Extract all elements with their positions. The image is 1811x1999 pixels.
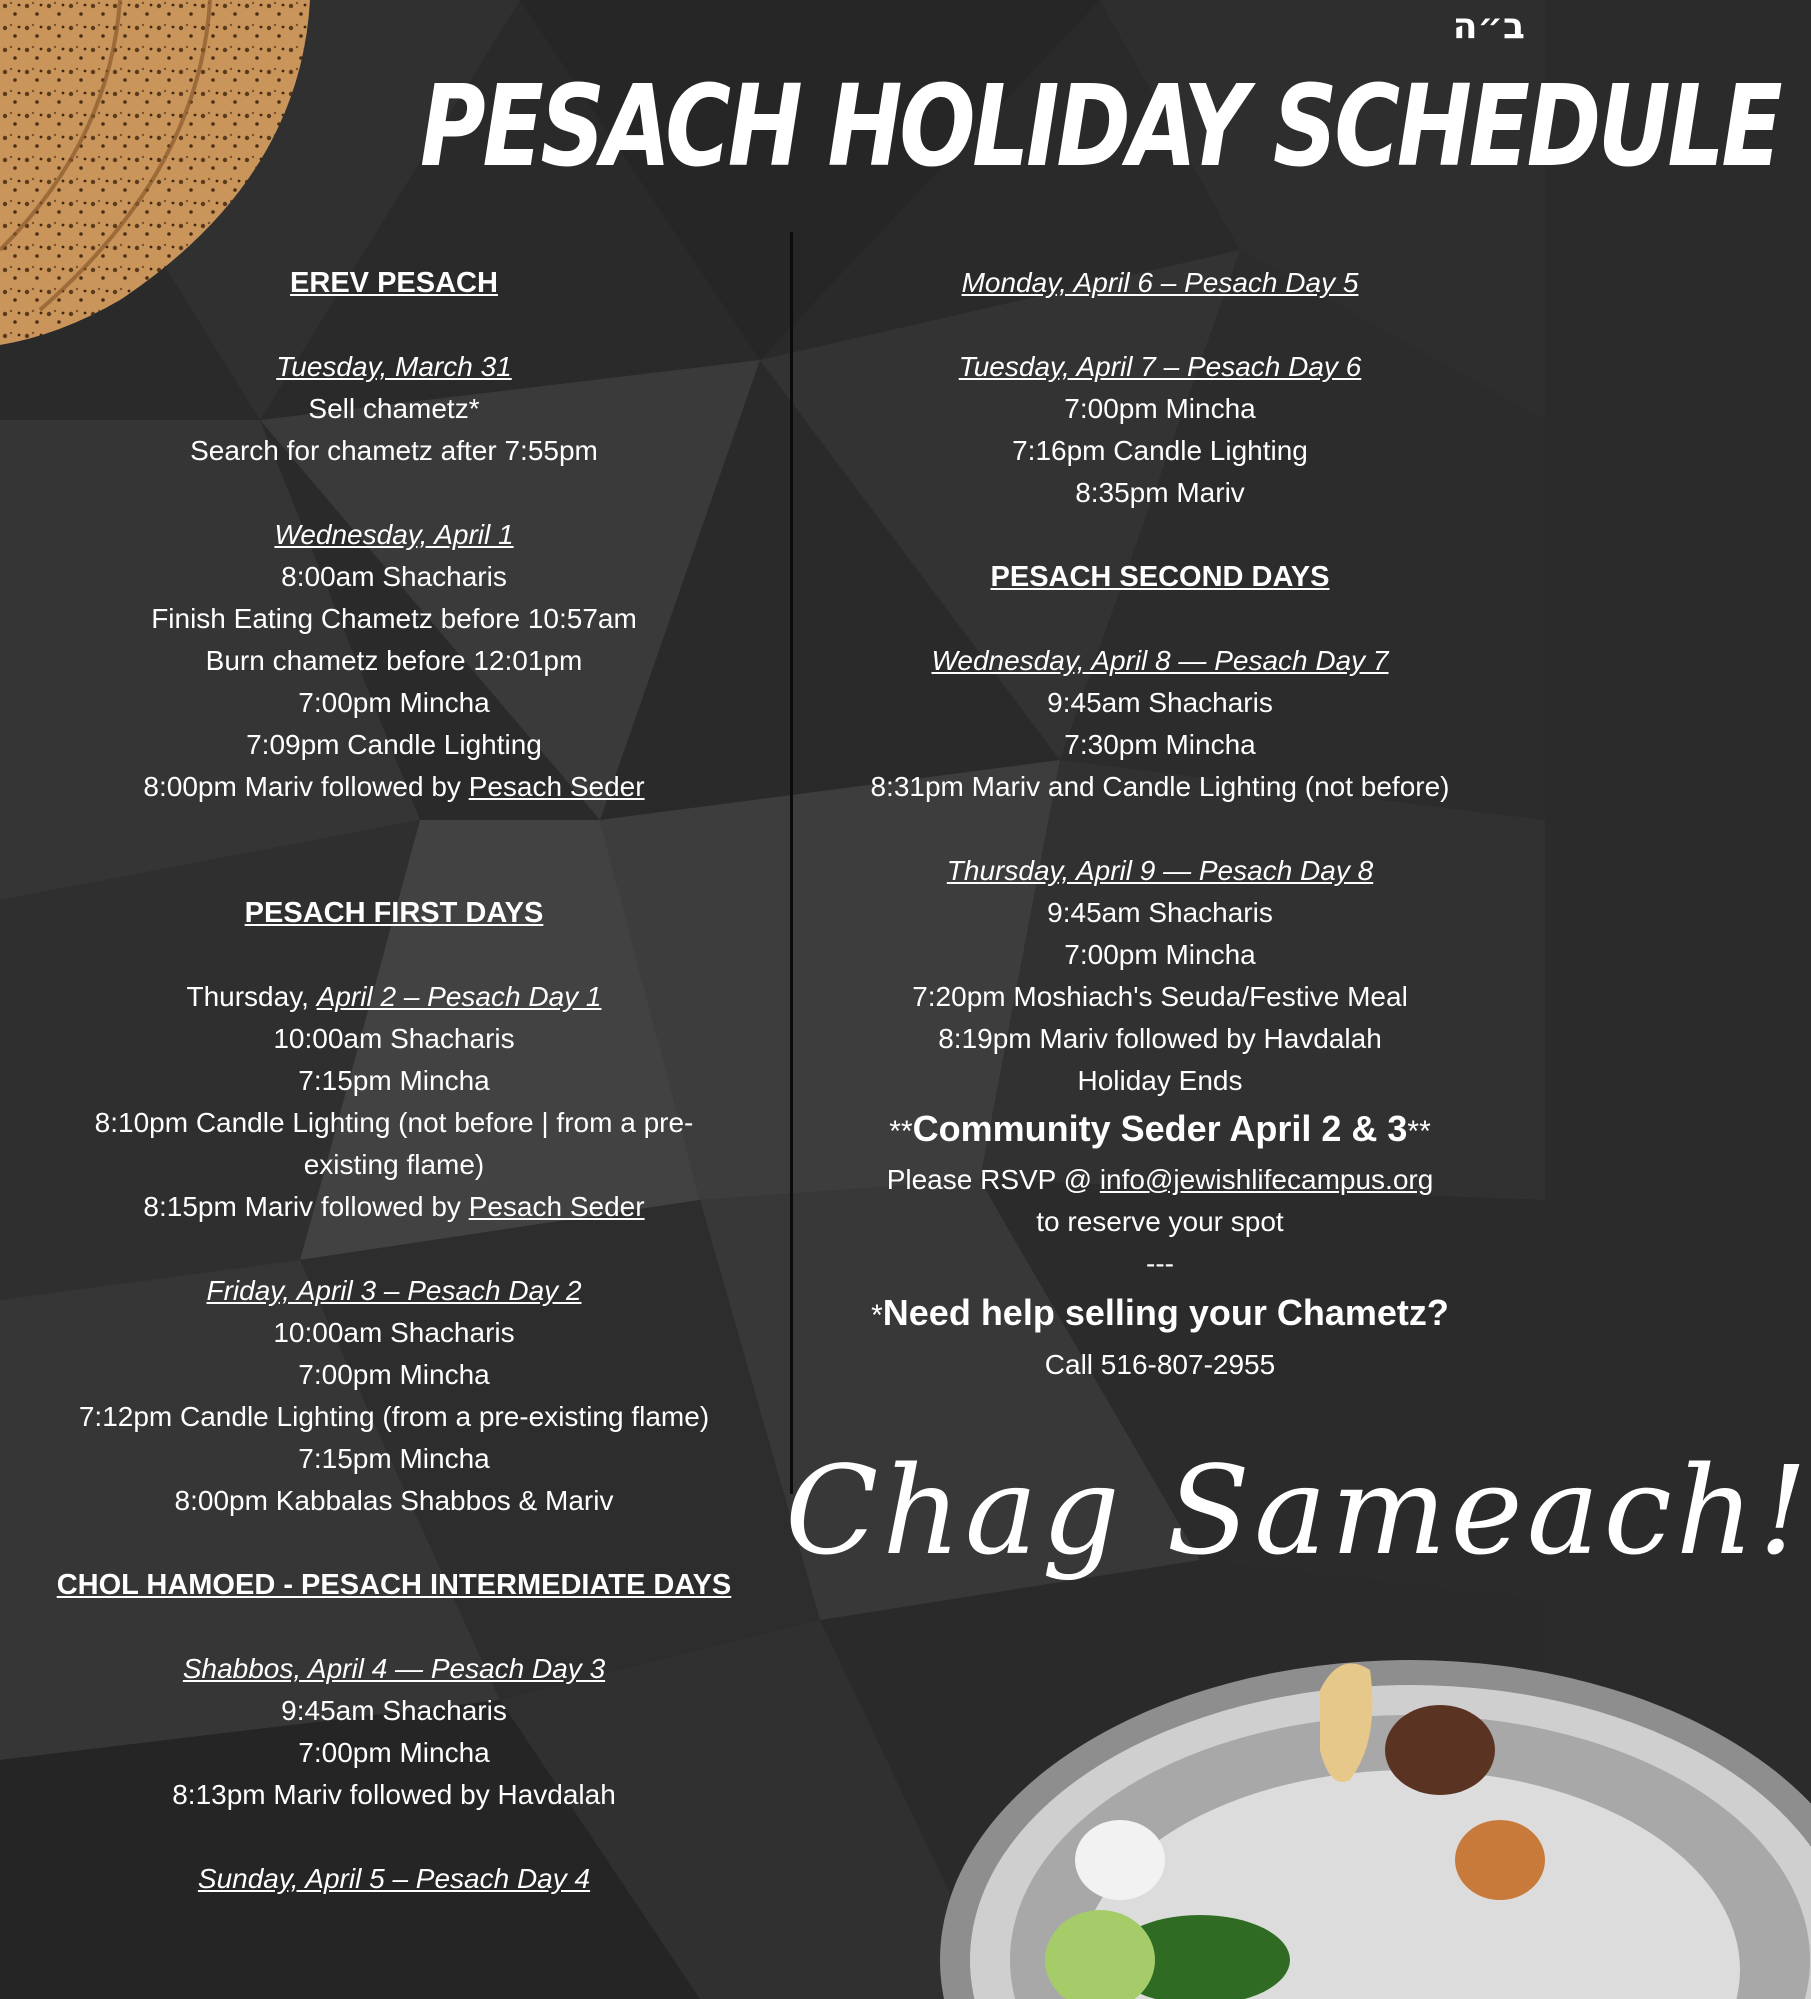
date-shabbos-april-4: Shabbos, April 4 — Pesach Day 3 [182, 1653, 606, 1684]
rsvp-note: to reserve your spot [1036, 1206, 1284, 1237]
schedule-line: 8:31pm Mariv and Candle Lighting (not before) [870, 771, 1450, 802]
schedule-line: 7:12pm Candle Lighting (from a pre-existing flame) [78, 1401, 710, 1432]
schedule-line: 7:15pm Mincha [298, 1065, 490, 1096]
schedule-line: 7:00pm Mincha [298, 1359, 490, 1390]
chol-hamoed-heading: CHOL HAMOED - PESACH INTERMEDIATE DAYS [56, 1569, 732, 1601]
second-days-heading: PESACH SECOND DAYS [990, 561, 1330, 593]
schedule-line: 7:00pm Mincha [298, 687, 490, 718]
schedule-line: 7:15pm Mincha [298, 1443, 490, 1474]
chag-sameach-greeting: Chag Sameach! [785, 1440, 1811, 1582]
schedule-line: 7:00pm Mincha [298, 1737, 490, 1768]
schedule-line: 7:00pm Mincha [1064, 939, 1256, 970]
schedule-line: Sell chametz* [308, 393, 480, 424]
separator: --- [1146, 1248, 1174, 1279]
schedule-line: 8:00am Shacharis [281, 561, 507, 592]
rsvp-line [800, 1159, 1520, 1201]
rsvp-text: Please RSVP @ [886, 1164, 1100, 1195]
schedule-line: Search for chametz after 7:55pm [190, 435, 598, 466]
schedule-line: 8:00pm Kabbalas Shabbos & Mariv [174, 1485, 614, 1516]
date-wednesday-april-1: Wednesday, April 1 [274, 519, 514, 550]
asterisks: ** [1407, 1115, 1431, 1148]
date-friday-april-3: Friday, April 3 – Pesach Day 2 [206, 1275, 582, 1306]
chametz-help-banner [800, 1285, 1520, 1344]
schedule-line: 9:45am Shacharis [1047, 687, 1273, 718]
schedule-line: 7:09pm Candle Lighting [246, 729, 542, 760]
schedule-line: 10:00am Shacharis [273, 1317, 515, 1348]
schedule-line: 8:35pm Mariv [1075, 477, 1245, 508]
date-wednesday-april-8: Wednesday, April 8 — Pesach Day 7 [931, 645, 1389, 676]
schedule-line [8, 766, 780, 808]
schedule-line: 7:30pm Mincha [1064, 729, 1256, 760]
schedule-line: existing flame) [303, 1149, 485, 1180]
schedule-line: 7:20pm Moshiach's Seuda/Festive Meal [912, 981, 1408, 1012]
date-sunday-april-5: Sunday, April 5 – Pesach Day 4 [197, 1863, 591, 1894]
erev-pesach-heading: EREV PESACH [290, 267, 498, 299]
hebrew-abbreviation: ב״ה [1452, 6, 1525, 47]
asterisks: ** [889, 1115, 913, 1148]
schedule-text: 8:00pm Mariv followed by [143, 771, 469, 802]
chametz-help-text: Need help selling your Chametz? [882, 1292, 1449, 1333]
rsvp-email-link[interactable]: info@jewishlifecampus.org [1099, 1164, 1434, 1195]
asterisk: * [871, 1299, 883, 1332]
schedule-line: 10:00am Shacharis [273, 1023, 515, 1054]
right-column [800, 262, 1520, 1386]
pesach-seder-link[interactable]: Pesach Seder [468, 1191, 645, 1222]
schedule-line: 8:19pm Mariv followed by Havdalah [938, 1023, 1382, 1054]
schedule-line: 8:10pm Candle Lighting (not before | from a pre- [94, 1107, 694, 1138]
day-name: Thursday, [186, 981, 317, 1012]
community-seder-banner [800, 1102, 1520, 1159]
schedule-line: Finish Eating Chametz before 10:57am [151, 603, 637, 634]
page-title: PESACH HOLIDAY SCHEDULE [420, 62, 1780, 192]
schedule-line: Burn chametz before 12:01pm [205, 645, 583, 676]
date-monday-april-6: Monday, April 6 – Pesach Day 5 [961, 267, 1359, 298]
schedule-line: 9:45am Shacharis [1047, 897, 1273, 928]
date-tuesday-april-7: Tuesday, April 7 – Pesach Day 6 [958, 351, 1362, 382]
date-thursday-april-2 [8, 976, 780, 1018]
seder-plate-image [940, 1630, 1545, 1999]
schedule-line: 7:16pm Candle Lighting [1012, 435, 1308, 466]
left-column [8, 262, 780, 1900]
pesach-seder-link[interactable]: Pesach Seder [468, 771, 645, 802]
community-seder-text: Community Seder April 2 & 3 [912, 1108, 1408, 1149]
column-divider [790, 232, 793, 1494]
schedule-line [8, 1186, 780, 1228]
schedule-text: 8:15pm Mariv followed by [143, 1191, 469, 1222]
schedule-line: Holiday Ends [1077, 1065, 1243, 1096]
phone-line: Call 516-807-2955 [1044, 1349, 1276, 1380]
schedule-line: 9:45am Shacharis [281, 1695, 507, 1726]
date-tuesday-march-31: Tuesday, March 31 [276, 351, 512, 382]
date-thursday-april-9: Thursday, April 9 — Pesach Day 8 [946, 855, 1374, 886]
schedule-line: 8:13pm Mariv followed by Havdalah [172, 1779, 616, 1810]
schedule-line: 7:00pm Mincha [1064, 393, 1256, 424]
first-days-heading: PESACH FIRST DAYS [244, 897, 544, 929]
date-text: April 2 – Pesach Day 1 [316, 981, 602, 1012]
